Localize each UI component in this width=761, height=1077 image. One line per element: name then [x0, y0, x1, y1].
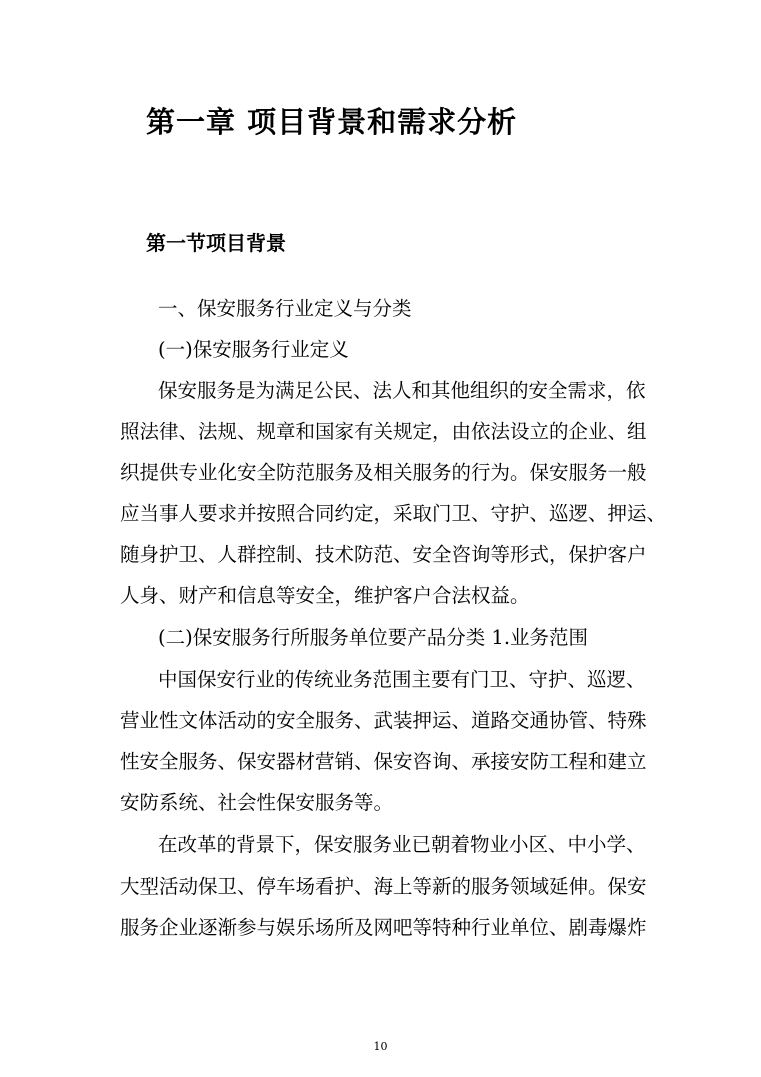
paragraph-line: 照法律、法规、规章和国家有关规定，由依法设立的企业、组: [120, 420, 647, 443]
paragraph-line: 织提供专业化安全防范服务及相关服务的行为。保安服务一般: [120, 461, 647, 484]
paragraph-line: 中国保安行业的传统业务范围主要有门卫、守护、巡逻、: [158, 668, 646, 691]
subheading-1: 一、保安服务行业定义与分类: [158, 297, 412, 320]
subheading-1-2: (二)保安服务行所服务单位要产品分类 1.业务范围: [158, 626, 589, 649]
paragraph-line: 性安全服务、保安器材营销、保安咨询、承接安防工程和建立: [120, 750, 647, 773]
chapter-title: 第一章 项目背景和需求分析: [146, 105, 518, 139]
section-title: 第一节项目背景: [146, 231, 286, 255]
subheading-1-1: (一)保安服务行业定义: [158, 338, 349, 361]
paragraph-line: 大型活动保卫、停车场看护、海上等新的服务领域延伸。保安: [120, 875, 647, 898]
paragraph-line: 人身、财产和信息等安全，维护客户合法权益。: [120, 584, 530, 607]
paragraph-line: 随身护卫、人群控制、技术防范、安全咨询等形式，保护客户: [120, 543, 647, 566]
page-number: 10: [373, 1040, 388, 1053]
paragraph-line: 应当事人要求并按照合同约定，采取门卫、守护、巡逻、押运、: [120, 502, 667, 525]
paragraph-line: 营业性文体活动的安全服务、武装押运、道路交通协管、特殊: [120, 709, 647, 732]
paragraph-line: 在改革的背景下，保安服务业已朝着物业小区、中小学、: [158, 833, 646, 856]
paragraph-line: 服务企业逐渐参与娱乐场所及网吧等特种行业单位、剧毒爆炸: [120, 916, 647, 939]
paragraph-line: 保安服务是为满足公民、法人和其他组织的安全需求，依: [158, 379, 646, 402]
paragraph-line: 安防系统、社会性保安服务等。: [120, 791, 394, 814]
